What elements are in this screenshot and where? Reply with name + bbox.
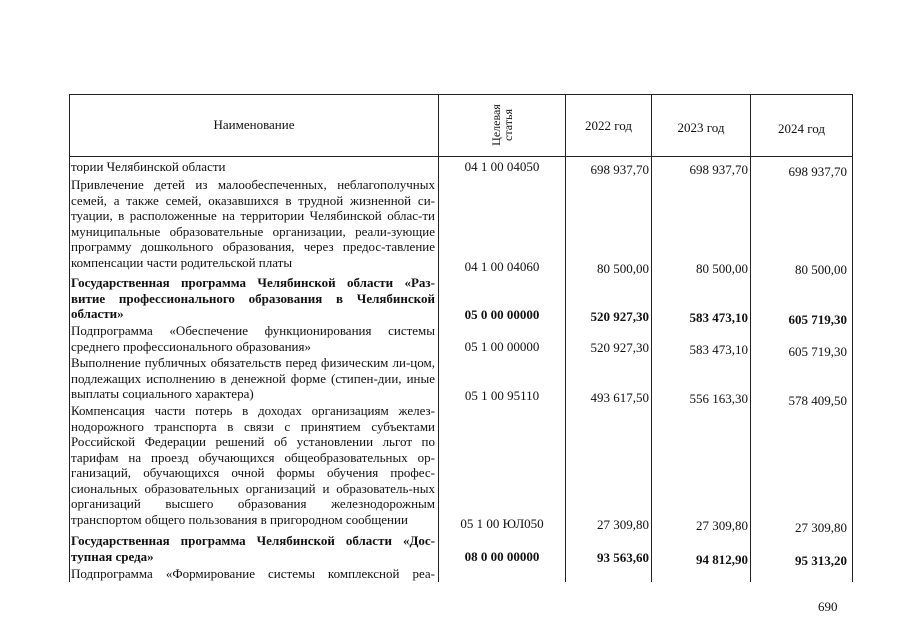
header-2024: 2024 год [778,121,825,136]
col-border-2023 [750,94,751,582]
row-code: 05 0 00 00000 [464,307,540,322]
row-2022: 93 563,60 [597,550,649,565]
row-code: 04 1 00 04060 [464,259,540,274]
row-2023: 583 473,10 [689,310,748,325]
row-code: 05 1 00 95110 [464,388,540,403]
header-bottom-border [69,156,853,157]
row-name: тории Челябинской области [71,159,226,174]
row-name: Подпрограмма «Обеспечение функционирования системы среднего профессионального образования» [71,323,435,354]
row-name: Компенсация части потерь в доходах организациям желез-нодорожного транспорта в связи с принятием субъектами Российской Федерации решений об установлении льгот по тарифам на проезд обучающихся общеобразовательных ор-ганизаций, обучающихся очной формы обучения профес-сиональных образовательных организаций и образователь-ных организаций высшего образования железнодорожным транспортом общего пользования в пригородном сообщении [71,403,435,527]
row-2023: 583 473,10 [689,342,748,357]
row-2024: 605 719,30 [788,312,847,327]
col-border-2022 [651,94,652,582]
row-2022: 80 500,00 [597,261,649,276]
row-2024: 95 313,20 [795,553,847,568]
table-top-border [69,94,853,95]
row-code: 05 1 00 ЮЛ050 [460,516,544,531]
col-border-left [69,94,70,582]
row-2023: 27 309,80 [696,518,748,533]
col-border-name [438,94,439,582]
row-2024: 80 500,00 [795,262,847,277]
row-2022: 520 927,30 [590,340,649,355]
row-name: Выполнение публичных обязательств перед физическим ли-цом, подлежащих исполнению в денежной форме (стипен-дии, иные выплаты социального характера) [71,355,435,401]
page-number: 690 [818,599,838,614]
col-border-right [852,94,853,582]
row-code: 08 0 00 00000 [464,549,540,564]
row-name: Государственная программа Челябинской области «Раз-витие профессионального образования в Челябинской области» [71,275,435,321]
header-name: Наименование [213,117,295,132]
row-2022: 27 309,80 [597,517,649,532]
row-2023: 94 812,90 [696,552,748,567]
header-code-line1: Целевая [488,104,503,146]
row-2024: 27 309,80 [795,520,847,535]
row-2023: 80 500,00 [696,261,748,276]
header-2023: 2023 год [677,120,725,135]
row-2024: 605 719,30 [788,344,847,359]
row-2023: 698 937,70 [689,162,748,177]
header-code-line2: статья [500,109,515,141]
row-2022: 698 937,70 [590,162,649,177]
row-code: 05 1 00 00000 [464,339,540,354]
row-2023: 556 163,30 [689,391,748,406]
row-2024: 698 937,70 [788,164,847,179]
row-name: Подпрограмма «Формирование системы комплексной реа- [71,566,435,581]
row-code: 04 1 00 04050 [464,159,540,174]
row-name: Привлечение детей из малообеспеченных, неблагополучных семей, а также семей, оказавшихся в трудной жизненной си-туации, в расположенные на территории Челябинской облас-ти муниципальные образовательные организации, реали-зующие программу дошкольного образования, через предос-тавление компенсации части родительской платы [71,177,435,270]
row-2022: 520 927,30 [590,309,649,324]
row-name: Государственная программа Челябинской области «Дос-тупная среда» [71,533,435,564]
row-2024: 578 409,50 [788,393,847,408]
row-2022: 493 617,50 [590,390,649,405]
header-code [472,96,532,154]
header-2022: 2022 год [585,118,632,133]
